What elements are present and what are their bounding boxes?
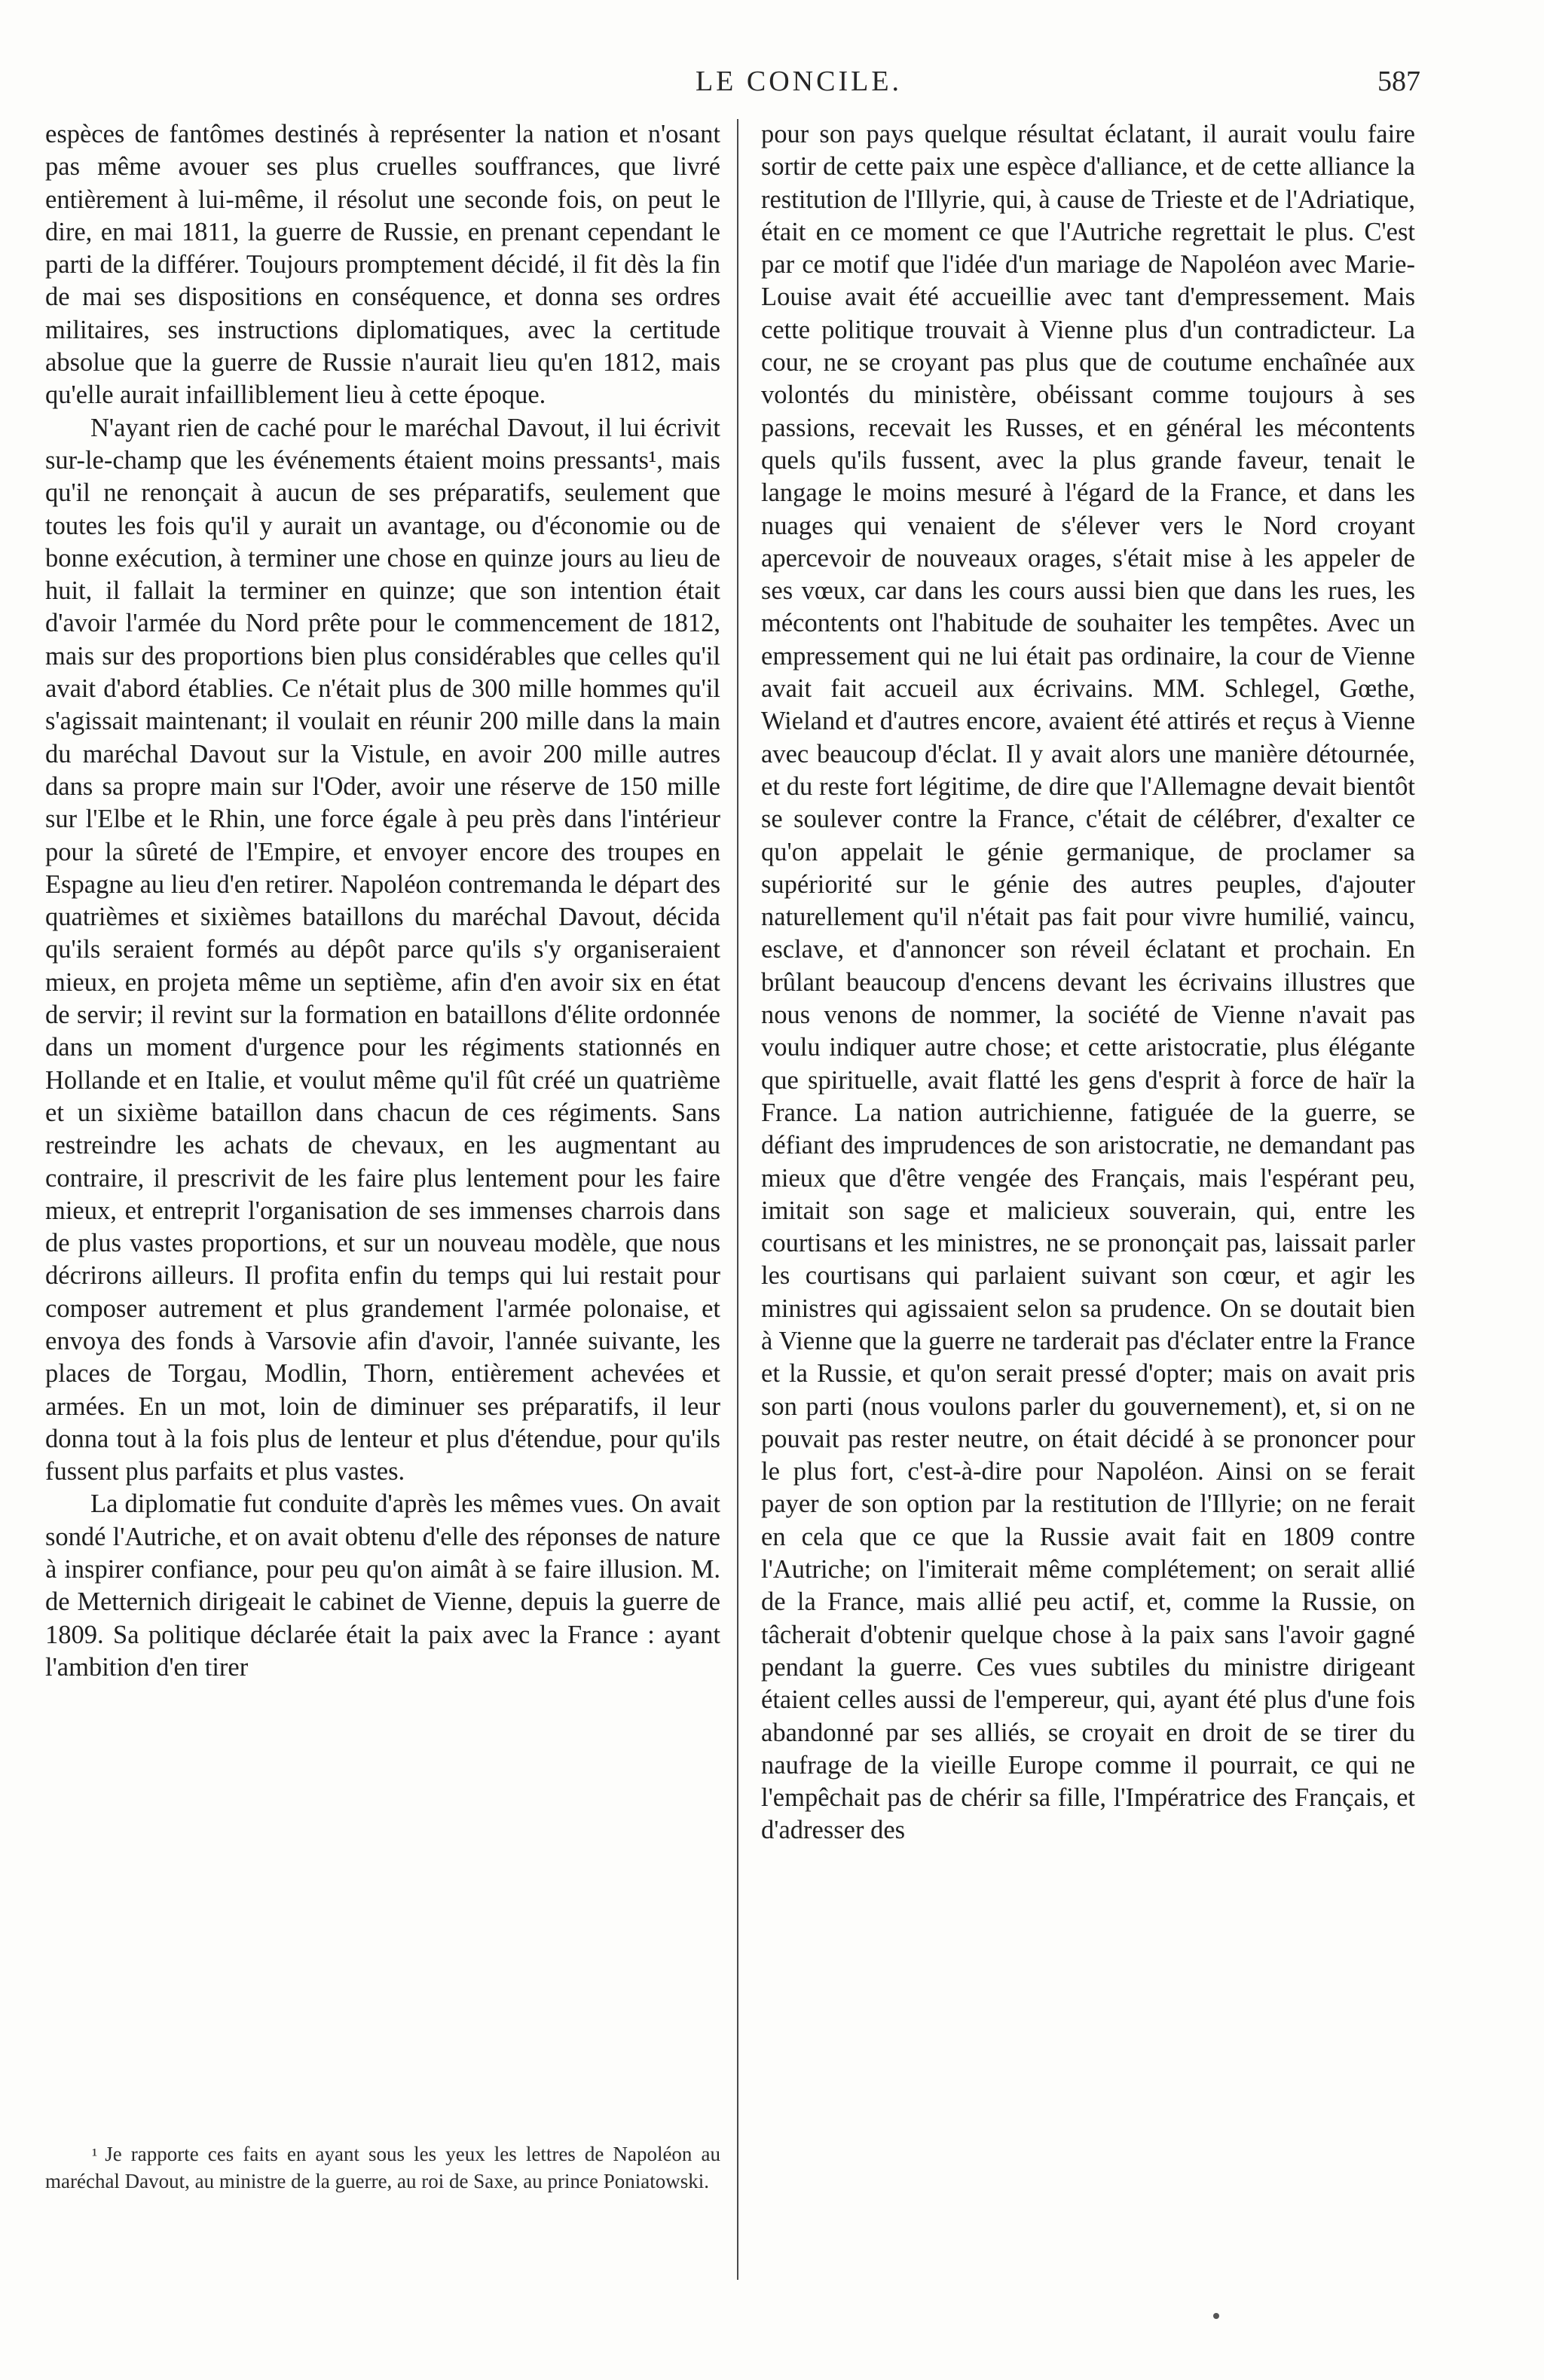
paragraph: pour son pays quelque résultat éclatant, il aurait voulu faire sortir de cette paix une espèce d'alliance, et de cette alliance la restitution de l'Illyrie, qui, à cause de Trieste et de l'Adriatique, était en ce moment ce que l'Autriche regrettait le plus. C'est par ce motif que l'idée d'un mariage de Napoléon avec Marie-Louise avait été accueillie avec tant d'empressement. Mais cette politique trouvait à Vienne plus d'un contradicteur. La cour, ne se croyant pas plus que de coutume enchaînée aux volontés du ministère, obéissant comme toujours à ses passions, recevait les Russes, et en général les mécontents quels qu'ils fussent, avec la plus grande faveur, tenait le langage le moins mesuré à l'égard de la France, et dans les nuages qui venaient de s'élever vers le Nord croyant apercevoir de nouveaux orages, s'était mise à les appeler de ses vœux, car dans les cours aussi bien que dans les rues, les mécontents ont l'habitude de souhaiter les tempêtes. Avec un empressement qui ne lui était pas ordinaire, la cour de Vienne avait fait accueil aux écrivains. MM. Schlegel, Gœthe, Wieland et d'autres encore, avaient été attirés et reçus à Vienne avec beaucoup d'éclat. Il y avait alors une manière détournée, et du reste fort légitime, de dire que l'Allemagne devait bientôt se soulever contre la France, c'était de célébrer, d'exalter ce qu'on appelait le génie germanique, de proclamer sa supériorité sur le génie des autres peuples, d'ajouter naturellement qu'il n'était pas fait pour vivre humilié, vaincu, esclave, et d'annoncer son réveil éclatant et prochain. En brûlant beaucoup d'encens devant les écrivains illustres que nous venons de nommer, la société de Vienne n'avait pas voulu indiquer autre chose; et cette aristocratie, plus élégante que spirituelle, avait flatté les gens d'esprit à force de haïr la France. La nation autrichienne, fatiguée de la guerre, se défiant des imprudences de son aristocratie, ne demandant pas mieux que d'être vengée des Français, mais l'espérant peu, imitait son sage et malicieux souverain, qui, entre les courtisans et les ministres, ne se prononçait pas, laissait parler les courtisans qui parlaient suivant son cœur, et agir les ministres qui agissaient selon sa prudence. On se doutait bien à Vienne que la guerre ne tarderait pas d'éclater entre la France et la Russie, et qu'on serait pressé d'opter; mais on avait pris son parti (nous voulons parler du gouvernement), et, si on ne pouvait pas rester neutre, on était décidé à se prononcer pour le plus fort, c'est-à-dire pour Napoléon. Ainsi on se ferait payer de son option par la restitution de l'Illyrie; on ne ferait en cela que ce que la Russie avait fait en 1809 contre l'Autriche; on l'imiterait même complétement; on serait allié de la France, mais allié peu actif, et, comme la Russie, on tâcherait d'obtenir quelque chose à la paix sans l'avoir gagné pendant la guerre. Ces vues subtiles du ministre dirigeant étaient celles aussi de l'empereur, qui, ayant été plus d'une fois abandonné par ses alliés, se croyait en droit de se tirer du naufrage de la vieille Europe comme il pourrait, ce qui ne l'empêchait pas de chérir sa fille, l'Impératrice des Français, et d'adresser des	[761, 120, 1416, 1845]
paragraph: La diplomatie fut conduite d'après les mêmes vues. On avait sondé l'Autriche, et on avait obtenu d'elle des réponses de nature à inspirer confiance, pour peu qu'on aimât à se faire illusion. M. de Metternich dirigeait le cabinet de Vienne, depuis la guerre de 1809. Sa politique déclarée était la paix avec la France : ayant l'ambition d'en tirer	[45, 1489, 720, 1682]
column-divider	[737, 119, 738, 2280]
page-number: 587	[1377, 66, 1420, 97]
right-column	[761, 118, 1415, 1847]
footnote	[45, 2141, 720, 2194]
paragraph: espèces de fantômes destinés à représenter la nation et n'osant pas même avouer ses plus cruelles souffrances, que livré entièrement à lui-même, il résolut une seconde fois, on peut le dire, en mai 1811, la guerre de Russie, en prenant cependant le parti de la différer. Toujours promptement décidé, il fit dès la fin de mai ses dispositions en conséquence, et donna ses ordres militaires, ses instructions diplomatiques, avec la certitude absolue que la guerre de Russie n'aurait lieu qu'en 1812, mais qu'elle aurait infailliblement lieu à cette époque.	[45, 120, 720, 410]
running-head	[45, 65, 1420, 102]
printer-mark	[1213, 2313, 1219, 2319]
paragraph: N'ayant rien de caché pour le maréchal Davout, il lui écrivit sur-le-champ que les événements étaient moins pressants¹, mais qu'il ne renonçait à aucun de ses préparatifs, seulement que toutes les fois qu'il y aurait un avantage, ou d'économie ou de bonne exécution, à terminer une chose en quinze jours au lieu de huit, il fallait la terminer en quinze; que son intention était d'avoir l'armée du Nord prête pour le commencement de 1812, mais sur des proportions bien plus considérables que celles qu'il avait d'abord établies. Ce n'était plus de 300 mille hommes qu'il s'agissait maintenant; il voulait en réunir 200 mille dans la main du maréchal Davout sur la Vistule, en avoir 200 mille autres dans sa propre main sur l'Oder, avoir une réserve de 150 mille sur l'Elbe et le Rhin, une force égale à peu près dans l'intérieur pour la sûreté de l'Empire, et envoyer encore des troupes en Espagne au lieu d'en retirer. Napoléon contremanda le départ des quatrièmes et sixièmes bataillons du maréchal Davout, décida qu'ils seraient formés au dépôt parce qu'ils s'y organiseraient mieux, en projeta même un septième, afin d'en avoir six en état de servir; il revint sur la formation en bataillons d'élite ordonnée dans un moment d'urgence pour les régiments stationnés en Hollande et en Italie, et voulut même qu'il fût créé un quatrième et un sixième bataillon dans chacun de ces régiments. Sans restreindre les achats de chevaux, en les augmentant au contraire, il prescrivit de les faire plus lentement pour les faire mieux, et entreprit l'organisation de ses immenses charrois dans de plus vastes proportions, et sur un nouveau modèle, que nous décrirons ailleurs. Il profita enfin du temps qui lui restait pour composer autrement et plus grandement l'armée polonaise, et envoya des fonds à Varsovie afin d'avoir, l'année suivante, les places de Torgau, Modlin, Thorn, entièrement achevées et armées. En un mot, loin de diminuer ses préparatifs, il leur donna tout à la fois plus de lenteur et plus d'étendue, pour qu'ils fussent plus parfaits et plus vastes.	[45, 413, 720, 1486]
footnote-mark: ¹	[92, 2146, 98, 2165]
left-column	[45, 118, 720, 1684]
running-title: LE CONCILE.	[695, 66, 903, 97]
footnote-text: Je rapporte ces faits en ayant sous les yeux les lettres de Napoléon au maréchal Davout, au ministre de la guerre, au roi de Saxe, au prince Poniatowski.	[45, 2143, 720, 2192]
